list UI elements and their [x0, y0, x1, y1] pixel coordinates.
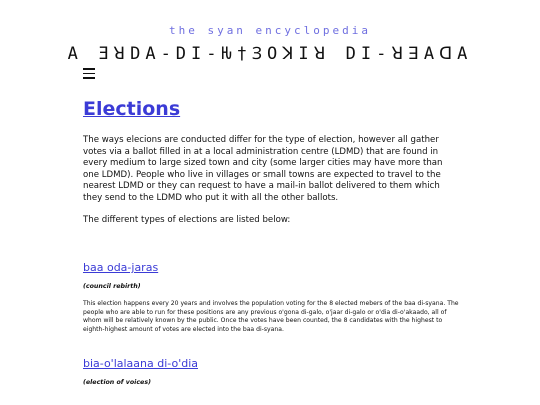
section-baa-oda-jaras	[83, 261, 459, 334]
section-heading-link[interactable]: bia-o'lalaana di-o'dia	[83, 356, 198, 370]
site-subtitle: the syan encyclopedia	[168, 24, 372, 37]
main-content	[83, 97, 459, 396]
site-header	[0, 0, 540, 64]
list-intro: The different types of elections are listed below:	[83, 214, 291, 225]
section-subheading: (council rebirth)	[83, 283, 141, 291]
intro-paragraph: The ways elecions are conducted differ for the type of election, however all gather votes via a ballot filled in at a local administration centre (LDMD) that are found in every medium to large sized town and city (some larger cities may have more than one LDMD). People who live in villages or small towns are expected to travel to the nearest LDMD or they can request to have a mail-in ballot delivered to them which they send to the LDMD who put it with all the other ballots.	[83, 135, 443, 203]
section-heading-link[interactable]: baa oda-jaras	[83, 261, 159, 275]
section-body: This election happens every 20 years and involves the population voting for the 8 elected mebers of the baa di-syana. The people who are able to run for these positions are any previous o'gona di-galo, o'jaar di-galo or o'dia di-o'akaado, all of whom will be relatively known by the public. Once the votes have been counted, the 8 candidates with the highest to eighth-highest amount of votes are elected into the baa di-syana.	[83, 300, 459, 333]
page-title[interactable]: Elections	[83, 98, 181, 120]
section-subheading: (election of voices)	[83, 378, 151, 386]
section-bia-olalaana-di-odia	[83, 357, 459, 387]
hamburger-menu-icon[interactable]	[83, 68, 95, 79]
site-title[interactable]: A ƎꓤDA-DI-Ƕ†ꞫOꓘIꓤ DI-ꓤꓱAꓷA	[67, 44, 473, 64]
